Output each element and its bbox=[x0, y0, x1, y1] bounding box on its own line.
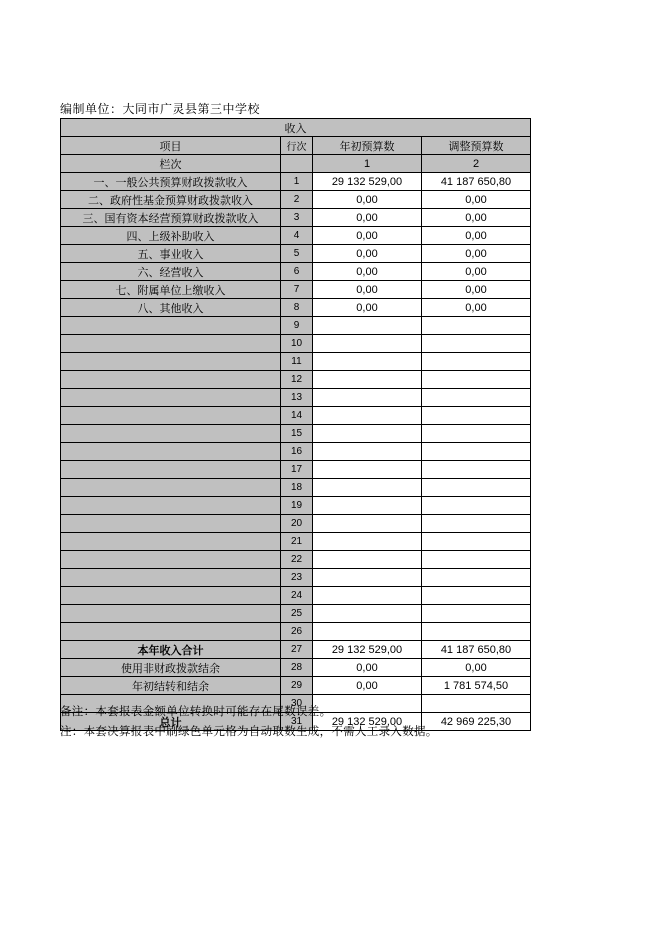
row-number: 2 bbox=[281, 191, 313, 209]
table-row bbox=[61, 299, 531, 317]
cell-budget-initial bbox=[313, 551, 422, 569]
row-number: 25 bbox=[281, 605, 313, 623]
table-row bbox=[61, 461, 531, 479]
cell-budget-initial bbox=[313, 443, 422, 461]
table-row bbox=[61, 641, 531, 659]
cell-budget-adjusted bbox=[422, 587, 531, 605]
row-number: 10 bbox=[281, 335, 313, 353]
table-row bbox=[61, 551, 531, 569]
row-item-label bbox=[61, 623, 281, 641]
col-index-blank bbox=[281, 155, 313, 173]
cell-budget-initial: 0,00 bbox=[313, 191, 422, 209]
table-row bbox=[61, 245, 531, 263]
table-row bbox=[61, 479, 531, 497]
row-number: 15 bbox=[281, 425, 313, 443]
row-item-label: 五、事业收入 bbox=[61, 245, 281, 263]
col-index-2: 2 bbox=[422, 155, 531, 173]
cell-budget-initial: 29 132 529,00 bbox=[313, 713, 422, 731]
row-number: 20 bbox=[281, 515, 313, 533]
cell-budget-adjusted: 42 969 225,30 bbox=[422, 713, 531, 731]
cell-budget-adjusted bbox=[422, 371, 531, 389]
cell-budget-adjusted: 41 187 650,80 bbox=[422, 173, 531, 191]
table-row bbox=[61, 281, 531, 299]
row-item-label bbox=[61, 461, 281, 479]
table-row bbox=[61, 191, 531, 209]
cell-budget-initial bbox=[313, 587, 422, 605]
table-row bbox=[61, 569, 531, 587]
row-number: 7 bbox=[281, 281, 313, 299]
row-item-label: 使用非财政拨款结余 bbox=[61, 659, 281, 677]
row-item-label: 二、政府性基金预算财政拨款收入 bbox=[61, 191, 281, 209]
row-number: 17 bbox=[281, 461, 313, 479]
cell-budget-initial bbox=[313, 389, 422, 407]
preparing-unit-line: 编制单位：大同市广灵县第三中学校 bbox=[60, 102, 261, 116]
table-row bbox=[61, 389, 531, 407]
cell-budget-initial: 0,00 bbox=[313, 245, 422, 263]
cell-budget-initial bbox=[313, 335, 422, 353]
cell-budget-initial bbox=[313, 533, 422, 551]
note-green-cells: 注：本套决算报表中刷绿色单元格为自动取数生成，不需人工录入数据。 bbox=[60, 726, 438, 738]
cell-budget-adjusted bbox=[422, 497, 531, 515]
cell-budget-adjusted bbox=[422, 569, 531, 587]
row-item-label bbox=[61, 605, 281, 623]
row-item-label bbox=[61, 515, 281, 533]
cell-budget-initial: 0,00 bbox=[313, 299, 422, 317]
row-number: 18 bbox=[281, 479, 313, 497]
table-row bbox=[61, 335, 531, 353]
table-row bbox=[61, 533, 531, 551]
row-number: 1 bbox=[281, 173, 313, 191]
cell-budget-initial bbox=[313, 569, 422, 587]
table-row bbox=[61, 515, 531, 533]
row-number: 13 bbox=[281, 389, 313, 407]
row-item-label bbox=[61, 569, 281, 587]
cell-budget-initial: 29 132 529,00 bbox=[313, 173, 422, 191]
row-item-label: 本年收入合计 bbox=[61, 641, 281, 659]
cell-budget-adjusted bbox=[422, 335, 531, 353]
row-number: 29 bbox=[281, 677, 313, 695]
table-row bbox=[61, 623, 531, 641]
table-row bbox=[61, 371, 531, 389]
cell-budget-adjusted: 0,00 bbox=[422, 281, 531, 299]
row-item-label bbox=[61, 389, 281, 407]
cell-budget-adjusted: 41 187 650,80 bbox=[422, 641, 531, 659]
note-remark: 备注：本套报表金额单位转换时可能存在尾数误差。 bbox=[60, 706, 332, 718]
cell-budget-initial: 0,00 bbox=[313, 263, 422, 281]
table-row bbox=[61, 605, 531, 623]
cell-budget-initial bbox=[313, 371, 422, 389]
row-item-label bbox=[61, 533, 281, 551]
row-number: 14 bbox=[281, 407, 313, 425]
row-item-label bbox=[61, 407, 281, 425]
row-number: 9 bbox=[281, 317, 313, 335]
cell-budget-adjusted bbox=[422, 389, 531, 407]
cell-budget-initial bbox=[313, 479, 422, 497]
row-item-label bbox=[61, 497, 281, 515]
cell-budget-initial bbox=[313, 461, 422, 479]
table-row bbox=[61, 317, 531, 335]
row-number: 26 bbox=[281, 623, 313, 641]
row-number: 8 bbox=[281, 299, 313, 317]
row-item-label: 四、上级补助收入 bbox=[61, 227, 281, 245]
cell-budget-initial bbox=[313, 317, 422, 335]
row-item-label bbox=[61, 335, 281, 353]
table-header-group-row bbox=[61, 119, 531, 137]
cell-budget-adjusted bbox=[422, 515, 531, 533]
row-number: 30 bbox=[281, 695, 313, 713]
cell-budget-adjusted: 0,00 bbox=[422, 191, 531, 209]
cell-budget-initial bbox=[313, 353, 422, 371]
row-item-label bbox=[61, 587, 281, 605]
row-number: 28 bbox=[281, 659, 313, 677]
row-item-label: 年初结转和结余 bbox=[61, 677, 281, 695]
row-item-label bbox=[61, 371, 281, 389]
cell-budget-adjusted bbox=[422, 461, 531, 479]
row-number: 21 bbox=[281, 533, 313, 551]
cell-budget-initial bbox=[313, 407, 422, 425]
col-header-row-no: 行次 bbox=[281, 137, 313, 155]
row-item-label: 七、附属单位上缴收入 bbox=[61, 281, 281, 299]
row-item-label: 三、国有资本经营预算财政拨款收入 bbox=[61, 209, 281, 227]
table-header-row bbox=[61, 137, 531, 155]
row-number: 11 bbox=[281, 353, 313, 371]
cell-budget-adjusted bbox=[422, 695, 531, 713]
row-number: 6 bbox=[281, 263, 313, 281]
table-row bbox=[61, 263, 531, 281]
table-row bbox=[61, 443, 531, 461]
table-row bbox=[61, 227, 531, 245]
cell-budget-adjusted bbox=[422, 353, 531, 371]
row-item-label bbox=[61, 551, 281, 569]
cell-budget-initial bbox=[313, 605, 422, 623]
row-item-label bbox=[61, 353, 281, 371]
cell-budget-initial: 29 132 529,00 bbox=[313, 641, 422, 659]
col-index-label: 栏次 bbox=[61, 155, 281, 173]
table-row bbox=[61, 173, 531, 191]
cell-budget-adjusted: 0,00 bbox=[422, 263, 531, 281]
cell-budget-initial: 0,00 bbox=[313, 209, 422, 227]
row-item-label: 六、经营收入 bbox=[61, 263, 281, 281]
row-item-label: 总计 bbox=[61, 713, 281, 731]
table-body bbox=[61, 119, 531, 731]
row-number: 23 bbox=[281, 569, 313, 587]
cell-budget-initial: 0,00 bbox=[313, 227, 422, 245]
cell-budget-adjusted: 0,00 bbox=[422, 227, 531, 245]
cell-budget-initial bbox=[313, 497, 422, 515]
cell-budget-adjusted bbox=[422, 605, 531, 623]
row-number: 31 bbox=[281, 713, 313, 731]
table-row bbox=[61, 209, 531, 227]
row-number: 24 bbox=[281, 587, 313, 605]
col-header-budget-initial: 年初预算数 bbox=[313, 137, 422, 155]
row-number: 19 bbox=[281, 497, 313, 515]
cell-budget-adjusted bbox=[422, 533, 531, 551]
cell-budget-adjusted: 0,00 bbox=[422, 299, 531, 317]
table-row bbox=[61, 407, 531, 425]
row-number: 4 bbox=[281, 227, 313, 245]
row-item-label: 八、其他收入 bbox=[61, 299, 281, 317]
cell-budget-adjusted bbox=[422, 317, 531, 335]
cell-budget-initial bbox=[313, 425, 422, 443]
row-item-label bbox=[61, 479, 281, 497]
cell-budget-adjusted: 1 781 574,50 bbox=[422, 677, 531, 695]
cell-budget-initial bbox=[313, 623, 422, 641]
cell-budget-initial: 0,00 bbox=[313, 659, 422, 677]
col-header-item: 项目 bbox=[61, 137, 281, 155]
cell-budget-adjusted: 0,00 bbox=[422, 659, 531, 677]
revenue-table bbox=[60, 118, 531, 731]
table-column-index-row bbox=[61, 155, 531, 173]
cell-budget-adjusted bbox=[422, 407, 531, 425]
cell-budget-adjusted: 0,00 bbox=[422, 245, 531, 263]
cell-budget-initial: 0,00 bbox=[313, 281, 422, 299]
cell-budget-initial: 0,00 bbox=[313, 677, 422, 695]
cell-budget-adjusted bbox=[422, 443, 531, 461]
table-row bbox=[61, 587, 531, 605]
cell-budget-adjusted bbox=[422, 623, 531, 641]
header-group-income: 收入 bbox=[61, 119, 531, 137]
row-item-label bbox=[61, 425, 281, 443]
row-number: 12 bbox=[281, 371, 313, 389]
row-item-label bbox=[61, 443, 281, 461]
cell-budget-initial bbox=[313, 515, 422, 533]
row-number: 27 bbox=[281, 641, 313, 659]
cell-budget-adjusted bbox=[422, 551, 531, 569]
row-number: 3 bbox=[281, 209, 313, 227]
table-row bbox=[61, 677, 531, 695]
table-row bbox=[61, 497, 531, 515]
row-number: 22 bbox=[281, 551, 313, 569]
cell-budget-adjusted: 0,00 bbox=[422, 209, 531, 227]
row-number: 16 bbox=[281, 443, 313, 461]
table-row bbox=[61, 353, 531, 371]
table-row bbox=[61, 425, 531, 443]
col-header-budget-adjusted: 调整预算数 bbox=[422, 137, 531, 155]
cell-budget-adjusted bbox=[422, 479, 531, 497]
row-number: 5 bbox=[281, 245, 313, 263]
cell-budget-adjusted bbox=[422, 425, 531, 443]
row-item-label bbox=[61, 317, 281, 335]
col-index-1: 1 bbox=[313, 155, 422, 173]
table-row bbox=[61, 659, 531, 677]
row-item-label: 一、一般公共预算财政拨款收入 bbox=[61, 173, 281, 191]
